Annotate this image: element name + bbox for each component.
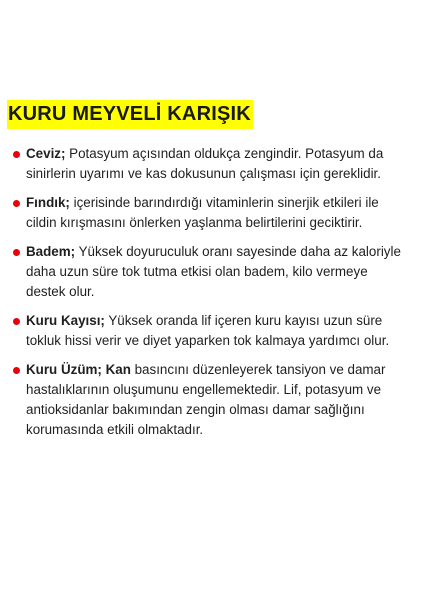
item-term: Ceviz; [26,146,66,161]
list-item-kuru-kayisi [0,311,424,351]
bullet-icon [13,151,20,158]
title-block [7,100,253,129]
item-term: Kuru Üzüm; Kan [26,362,131,377]
item-text: içerisinde barındırdığı vitaminlerin sinerjik etkileri ile cildin kırışmasını önlerken yaşlanma belirtilerini geciktirir. [26,195,379,230]
item-term: Fındık; [26,195,70,210]
list-item-kuru-uzum [0,360,424,440]
item-text: basıncını düzenleyerek tansiyon ve damar hastalıklarının oluşumunu engellemektedir. Lif, potasyum ve antioksidanlar bakımından zengin olması damar sağlığını korumasında etkili olmaktadır. [26,362,386,437]
benefit-list [0,144,424,449]
list-item-ceviz [0,144,424,184]
list-item-findik [0,193,424,233]
item-text: Yüksek doyuruculuk oranı sayesinde daha az kaloriyle daha uzun süre tok tutma etkisi olan badem, kilo vermeye destek olur. [26,244,401,299]
bullet-icon [13,367,20,374]
item-term: Kuru Kayısı; [26,313,105,328]
bullet-icon [13,318,20,325]
item-term: Badem; [26,244,76,259]
bullet-icon [13,200,20,207]
page-title: KURU MEYVELİ KARIŞIK [7,100,253,129]
item-text: Potasyum açısından oldukça zengindir. Potasyum da sinirlerin uyarımı ve kas dokusunun çalışması için gereklidir. [26,146,384,181]
list-item-badem [0,242,424,302]
item-text: Yüksek oranda lif içeren kuru kayısı uzun süre tokluk hissi verir ve diyet yaparken tok kalmaya yardımcı olur. [26,313,390,348]
bullet-icon [13,249,20,256]
